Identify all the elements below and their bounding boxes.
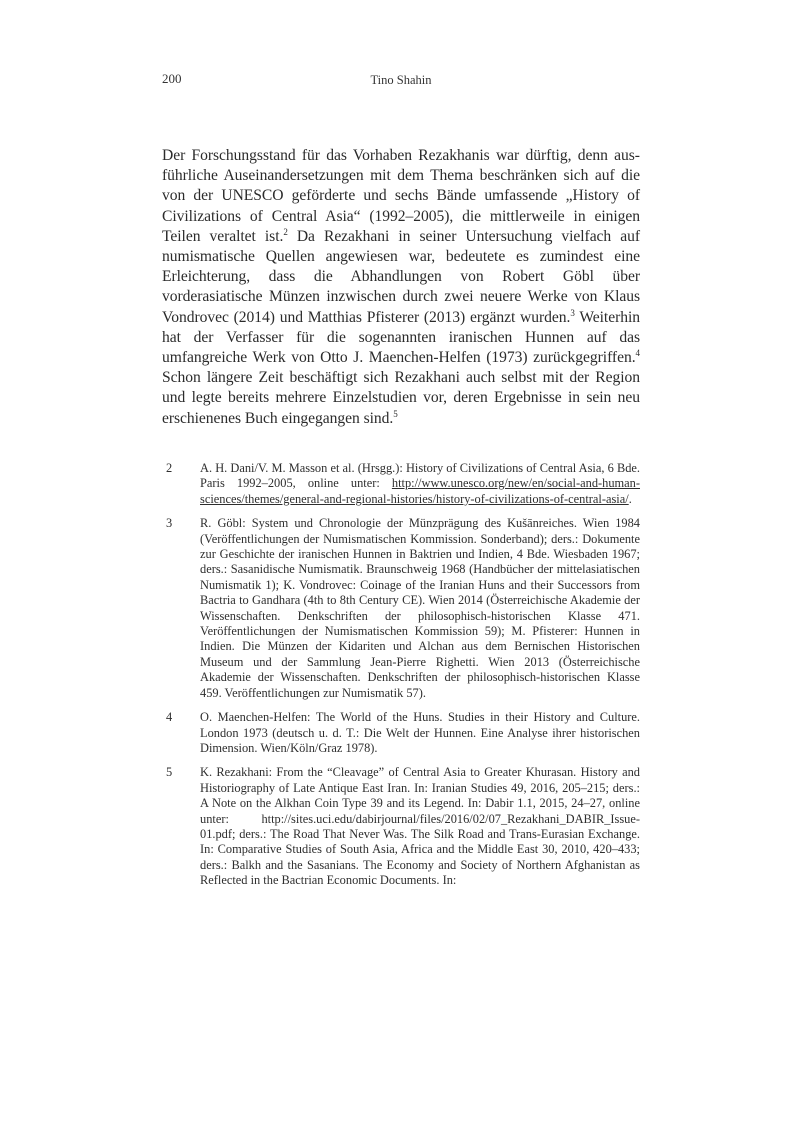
- running-head: [162, 71, 640, 89]
- footnote-4: 4 O. Maenchen-Helfen: The World of the Huns. Studies in their History and Culture. London 1973 (deutsch u. d. T.: Die Welt der Hunnen. Eine Analyse ihrer historischen Dimension. Wien/Köln/Graz 1978).: [166, 710, 640, 755]
- footnote-number: 4: [166, 710, 173, 725]
- body-paragraph: Der Forschungsstand für das Vorhaben Rezakhanis war dürftig, denn ausführliche Auseinandersetzungen mit dem Thema beschränken sich auf die von der UNESCO geförderte und sechs Bände umfassende „History of Civilizations of Central Asia“ (1992–2005), die mittlerweile in einigen Teilen veraltet ist.$^2$ Da Rezakhani in seiner Untersuchung vielfach auf numismatische Quellen angewiesen war, bedeutete es zumindest eine Erleichterung, dass die Abhandlungen von Robert Göbl über vorderasiatische Münzen inzwischen durch zwei neuere Werke von Klaus Vondrovec (2014) und Matthias Pfisterer (2013) ergänzt wurden.$^3$ Weiterhin hat der Verfasser für die sogenannten iranischen Hunnen auf das umfangreiche Werk von Otto J. Maenchen-Helfen (1973) zurückgegriffen.$^4$ Schon längere Zeit beschäftigt sich Rezakhani auch selbst mit der Region und legte bereits mehrere Einzelstudien vor, deren Ergebnisse in sein neu erschienenes Buch eingegangen sind.$^5$: [162, 147, 640, 427]
- body-text: [162, 146, 640, 429]
- footnote-ref[interactable]: 2: [283, 226, 288, 237]
- footnote-ref[interactable]: 5: [393, 408, 398, 419]
- footnote-3: 3 R. Göbl: System und Chronologie der Münzprägung des Kušānreiches. Wien 1984 (Veröffentlichungen der Numismatischen Kommission. Sonderband); ders.: Dokumente zur Geschichte der iranischen Hunnen in Baktrien und Indien, 4 Bde. Wiesbaden 1967; ders.: Sasanidische Numismatik. Braunschweig 1968 (Handbücher der mittelasiatischen Numismatik 1); K. Vondrovec: Coinage of the Iranian Huns and their Successors from Bactria to Gandhara (4th to 8th Century CE). Wien 2014 (Österreichische Akademie der Wissenschaften. Denkschriften der philosophisch-historischen Klasse 471. Veröffentlichungen der Numismatischen Kommission 59); M. Pfisterer: Hunnen in Indien. Die Münzen der Kidariten und Alchan aus dem Bernischen Historischen Museum und der Sammlung Jean-Pierre Righetti. Wien 2013 (Österreichische Akademie der Wissenschaften. Denkschriften der philosophisch-historischen Klasse 459. Veröffentlichungen zur Numismatik 57).: [166, 516, 640, 700]
- footnote-number: 5: [166, 765, 173, 780]
- footnote-number: 3: [166, 516, 173, 531]
- footnote-ref[interactable]: 3: [570, 307, 575, 318]
- unesco-link[interactable]: http://www.unesco.org/new/en/social-and-human-sciences/themes/general-and-regional-histories/history-of-civilizations-of-central-asia/: [200, 476, 640, 506]
- footnote-number: 2: [166, 461, 173, 475]
- running-head-author: Tino Shahin: [370, 73, 432, 87]
- footnote-2: 2 A. H. Dani/V. M. Masson et al. (Hrsgg.): History of Civilizations of Central Asia, 6 Bde. Paris 1992–2005, online unter: http://www.unesco.org/new/en/social-and-human-sciences/themes/general-and-regional-histories/history-of-civilizations-of-central-asia/.: [166, 461, 640, 506]
- footnotes: [162, 461, 640, 898]
- footnote-5: 5 K. Rezakhani: From the “Cleavage” of Central Asia to Greater Khurasan. History and Historiography of Late Antique East Iran. In: Iranian Studies 49, 2016, 205–215; ders.: A Note on the Alkhan Coin Type 39 and its Legend. In: Dabir 1.1, 2015, 24–27, online unter: http://sites.uci.edu/dabirjournal/files/2016/02/07_Rezakhani_​DABIR_Issue-01.pdf; ders.: The Road That Never Was. The Silk Road and Trans-Eurasian Exchange. In: Comparative Studies of South Asia, Africa and the Middle East 30, 2010, 420–433; ders.: Balkh and the Sasanians. The Economy and Society of Northern Afghanistan as Reflected in the Bactrian Economic Documents. In:: [166, 765, 640, 888]
- footnote-ref[interactable]: 4: [635, 348, 640, 359]
- page-number: 200: [162, 71, 182, 86]
